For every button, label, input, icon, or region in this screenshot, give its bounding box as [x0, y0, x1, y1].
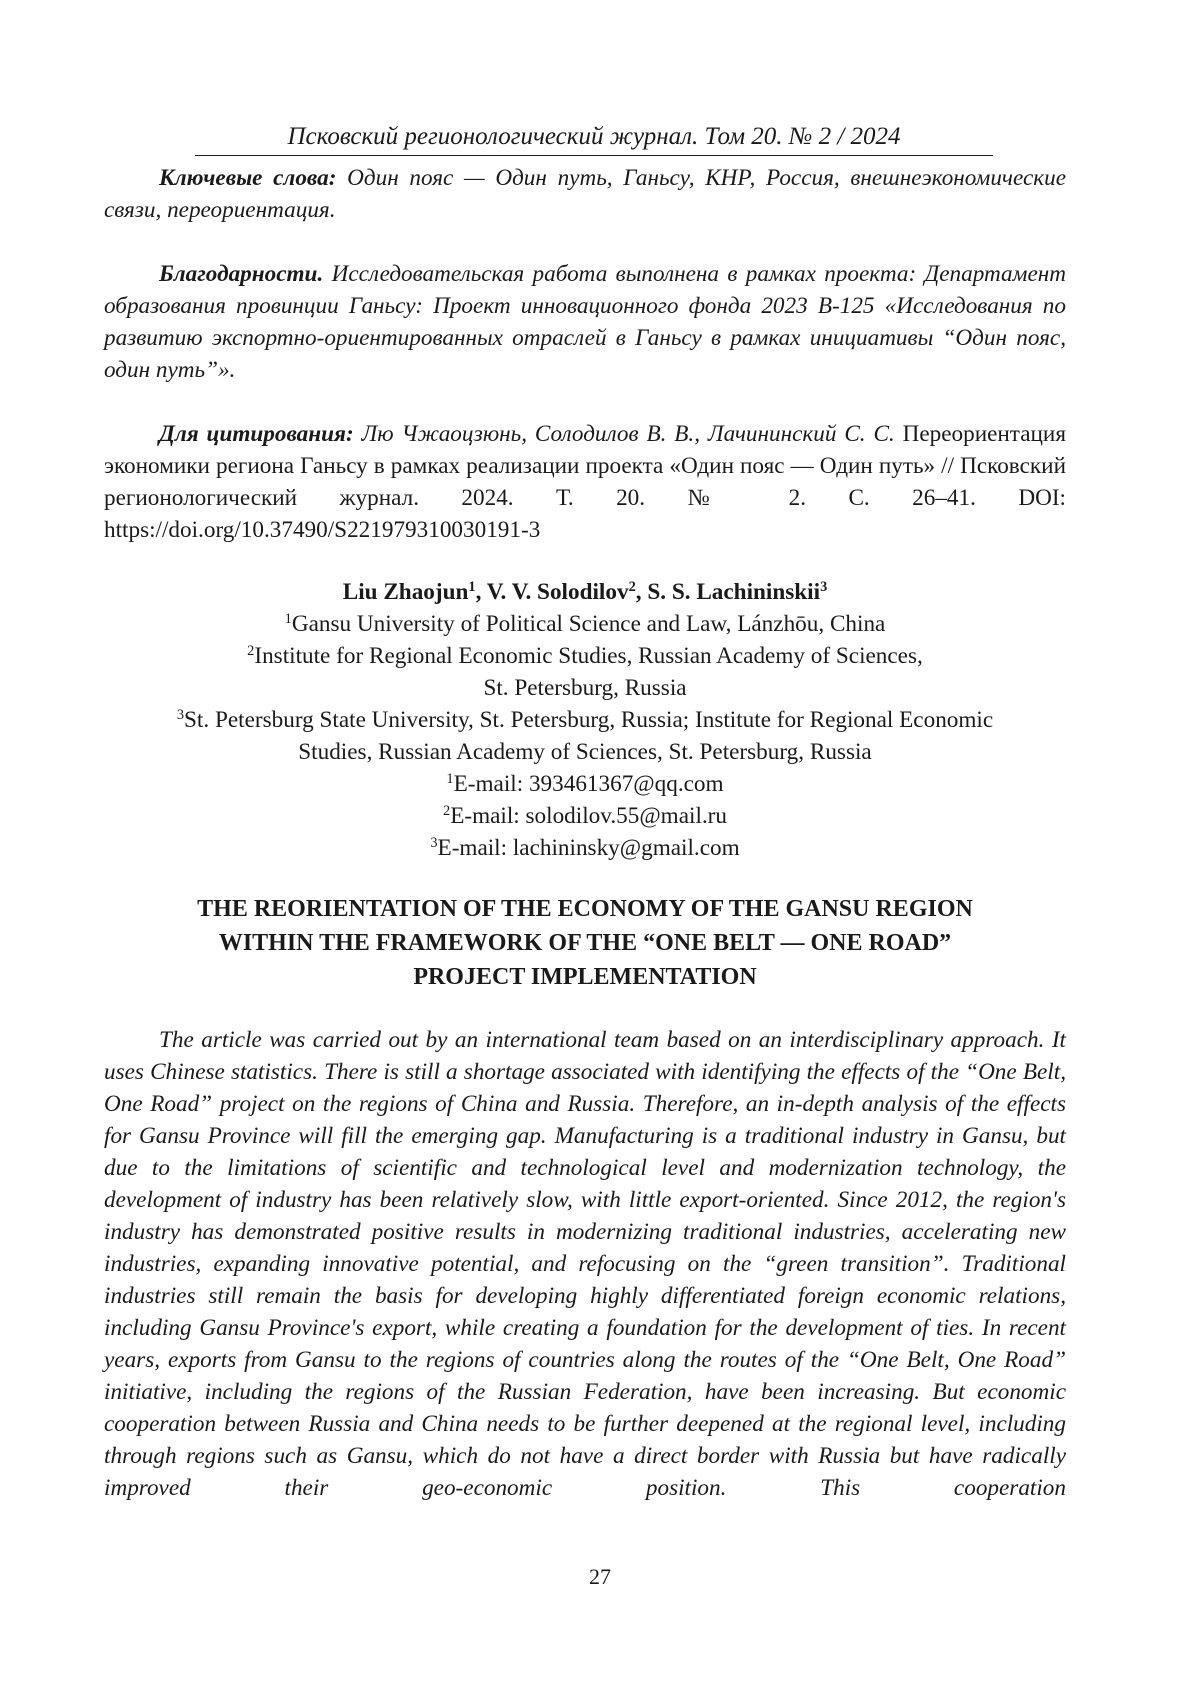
affiliation-3-text: St. Petersburg State University, St. Petersburg, Russia; Institute for Regional Economic — [184, 707, 994, 733]
author-names — [104, 576, 1066, 608]
citation-authors: Лю Чжаоцзюнь, Солодилов В. В., Лачининский С. С. — [353, 421, 895, 447]
author-separator: , — [475, 579, 487, 605]
author-1-sup: 1 — [468, 579, 476, 596]
affiliation-3 — [104, 704, 1066, 736]
running-header: Псковский регионологический журнал. Том 20. № 2 / 2024 — [195, 120, 993, 156]
affiliation-3-cont: Studies, Russian Academy of Sciences, St. Petersburg, Russia — [298, 739, 872, 765]
author-2: V. V. Solodilov — [486, 579, 629, 605]
affiliation-2-sup: 2 — [247, 643, 255, 660]
citation-text: Переориентация экономики региона Ганьсу в рамках реализации проекта «Один пояс — Один путь» // Псковский регионологический журнал. 2024. Т. 20. № 2. С. 26–41. DOI: https://doi.org/10.37490/S221979310030191-3 — [104, 421, 1066, 543]
affiliation-2-cont: St. Petersburg, Russia — [483, 675, 687, 701]
email-3 — [104, 832, 1066, 864]
acknowledgments-text: Исследовательская работа выполнена в рамках проекта: Департамент образования провинции Ганьсу: Проект инновационного фонда 2023 В-125 «Исследования по развитию экспортно-ориентированных отраслей в Ганьсу в рамках инициативы “Один пояс, один путь”». — [104, 261, 1066, 383]
affiliation-1-text: Gansu University of Political Science and Law, Lánzhōu, China — [291, 611, 886, 637]
title-line-3: PROJECT IMPLEMENTATION — [413, 964, 757, 990]
author-3: S. S. Lachininskii — [647, 579, 821, 605]
email-3-text: E-mail: lachininsky@gmail.com — [437, 835, 740, 861]
affiliation-3-sup: 3 — [176, 707, 185, 724]
acknowledgments-paragraph — [104, 258, 1066, 386]
author-2-sup: 2 — [628, 579, 636, 596]
email-3-sup: 3 — [430, 835, 438, 852]
author-separator: , — [635, 579, 648, 605]
email-1-sup: 1 — [446, 771, 454, 788]
keywords-text: Один пояс — Один путь, Ганьсу, КНР, Россия, внешнеэкономические связи, переориентация. — [104, 165, 1066, 223]
authors-block — [104, 576, 1066, 864]
title-line-1: THE REORIENTATION OF THE ECONOMY OF THE GANSU REGION — [197, 896, 973, 922]
page-content — [104, 162, 1066, 1527]
keywords-label: Ключевые слова: — [159, 165, 337, 191]
page-number: 27 — [589, 1564, 611, 1589]
article-title — [104, 892, 1066, 994]
citation-label: Для цитирования: — [159, 421, 354, 447]
email-2 — [104, 800, 1066, 832]
acknowledgments-label: Благодарности. — [159, 261, 324, 287]
affiliation-1 — [104, 608, 1066, 640]
author-3-sup: 3 — [820, 579, 828, 596]
author-1: Liu Zhaojun — [342, 579, 469, 605]
keywords-paragraph — [104, 162, 1066, 226]
citation-paragraph — [104, 418, 1066, 546]
email-2-text: E-mail: solodilov.55@mail.ru — [450, 803, 727, 829]
title-line-2: WITHIN THE FRAMEWORK OF THE “ONE BELT — ONE ROAD” — [218, 930, 952, 956]
email-1 — [104, 768, 1066, 800]
affiliation-1-sup: 1 — [284, 611, 292, 628]
abstract-paragraph: The article was carried out by an international team based on an interdisciplinary approach. It uses Chinese statistics. There is still a shortage associated with identifying the effects of the “One Belt, One Road” project on the regions of China and Russia. Therefore, an in-depth analysis of the effects for Gansu Province will fill the emerging gap. Manufacturing is a traditional industry in Gansu, but due to the limitations of scientific and technological level and modernization technology, the development of industry has been relatively slow, with little export-oriented. Since 2012, the region's industry has demonstrated positive results in modernizing traditional industries, accelerating new industries, expanding innovative potential, and refocusing on the “green transition”. Traditional industries still remain the basis for developing highly differentiated foreign economic relations, including Gansu Province's export, while creating a foundation for the development of ties. In recent years, exports from Gansu to the regions of countries along the routes of the “One Belt, One Road” initiative, including the regions of the Russian Federation, have been increasing. But economic cooperation between Russia and China needs to be further deepened at the regional level, including through regions such as Gansu, which do not have a direct border with Russia but have radically improved their geo-economic position. This cooperation — [104, 1027, 1066, 1501]
email-2-sup: 2 — [443, 803, 451, 820]
affiliation-2-text: Institute for Regional Economic Studies, Russian Academy of Sciences, — [254, 643, 923, 669]
affiliation-2 — [104, 640, 1066, 672]
email-1-text: E-mail: 393461367@qq.com — [453, 771, 724, 797]
